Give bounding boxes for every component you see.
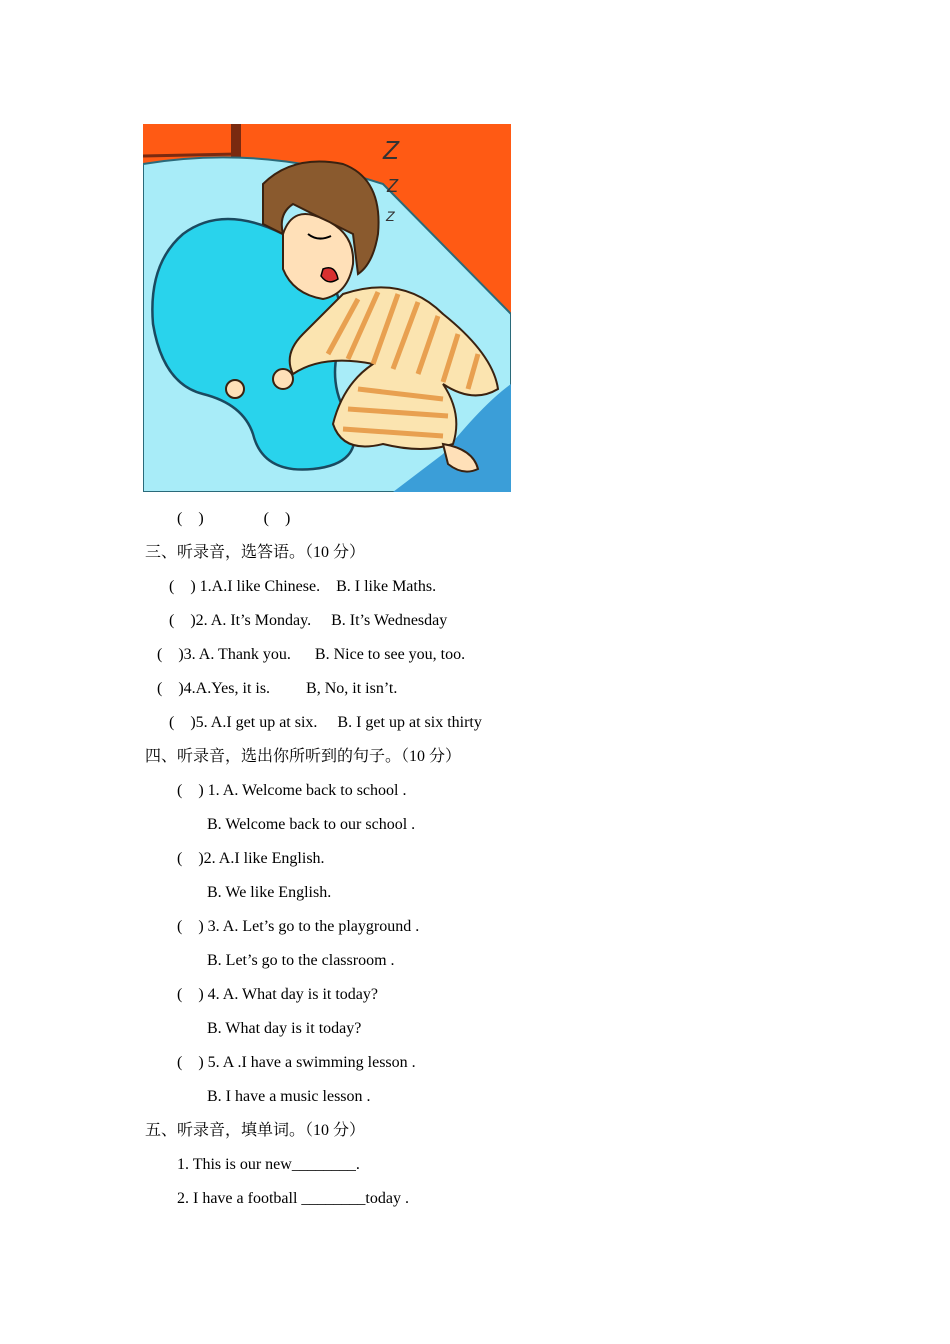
- section4-option: B. I have a music lesson .: [207, 1088, 371, 1105]
- zzz-text: Z: [387, 176, 398, 196]
- section4-item: ( )2. A.I like English.: [177, 850, 325, 867]
- sleeping-child-illustration: [143, 124, 511, 492]
- section3-item: ( )5. A.I get up at six. B. I get up at six thirty: [169, 714, 482, 731]
- section4-item: ( ) 5. A .I have a swimming lesson .: [177, 1054, 416, 1071]
- hand: [273, 369, 293, 389]
- section5-item: 1. This is our new________.: [177, 1156, 360, 1173]
- section4-option: B. We like English.: [207, 884, 332, 901]
- zzz-text: Z: [383, 135, 399, 165]
- section4-option: B. What day is it today?: [207, 1020, 362, 1037]
- picture-answer-blanks: ( ) ( ): [177, 510, 291, 527]
- section3-item: ( )4.A.Yes, it is. B, No, it isn’t.: [157, 680, 398, 697]
- section4-item: ( ) 3. A. Let’s go to the playground .: [177, 918, 420, 935]
- section4-title: 四、听录音，选出你所听到的句子。（10 分）: [145, 748, 462, 765]
- section4-option: B. Welcome back to our school .: [207, 816, 416, 833]
- section3-item: ( )3. A. Thank you. B. Nice to see you, too.: [157, 646, 466, 663]
- hand: [226, 380, 244, 398]
- section3-item: ( ) 1.A.I like Chinese. B. I like Maths.: [169, 578, 437, 595]
- section5-item: 2. I have a football ________today .: [177, 1190, 409, 1207]
- section5-title: 五、听录音，填单词。（10 分）: [145, 1122, 366, 1139]
- section3-title: 三、听录音，选答语。（10 分）: [145, 544, 366, 561]
- section4-option: B. Let’s go to the classroom .: [207, 952, 395, 969]
- section4-item: ( ) 4. A. What day is it today?: [177, 986, 378, 1003]
- section3-item: ( )2. A. It’s Monday. B. It’s Wednesday: [169, 612, 448, 629]
- section4-item: ( ) 1. A. Welcome back to school .: [177, 782, 407, 799]
- zzz-text: Z: [386, 208, 395, 224]
- headboard-edge: [143, 154, 238, 156]
